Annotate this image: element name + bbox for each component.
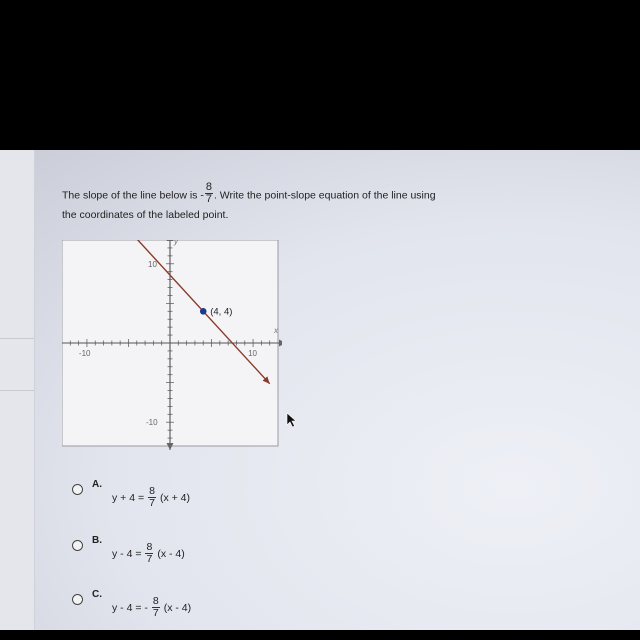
option-c-equation: [112, 596, 191, 619]
screen-area: [0, 150, 640, 630]
option-b-num: 8: [146, 541, 153, 553]
tick-label-x-10: 10: [248, 349, 257, 358]
option-a-den: 7: [149, 497, 155, 509]
tick-label-y-10: 10: [148, 259, 157, 269]
radio-option-b[interactable]: [72, 540, 83, 551]
question-line-2: the coordinates of the labeled point.: [62, 209, 229, 221]
labeled-point: [200, 308, 207, 315]
radio-option-a[interactable]: [72, 484, 83, 495]
left-panel: [0, 150, 35, 630]
question-line-1: [62, 181, 436, 207]
question-text-start: The slope of the line below is -: [62, 189, 204, 202]
y-axis-label: y: [174, 240, 178, 246]
option-c-fraction: [152, 596, 160, 619]
option-a-letter: A.: [92, 479, 102, 490]
option-b-equation: [112, 542, 185, 565]
option-c-lhs: y - 4 = -: [112, 601, 148, 614]
slope-fraction: [205, 182, 213, 205]
slope-denominator: 7: [205, 193, 212, 205]
option-a-num: 8: [149, 485, 155, 497]
panel-divider: [0, 390, 34, 391]
tick-label-x-neg10: -10: [78, 349, 91, 358]
x-axis-arrow-right: [279, 340, 282, 347]
panel-divider: [0, 338, 34, 339]
option-b-letter: B.: [92, 535, 102, 546]
point-label: (4, 4): [210, 306, 233, 318]
question-text-end: . Write the point-slope equation of the line using: [213, 189, 436, 202]
option-b-fraction: [145, 542, 153, 565]
coordinate-graph: [62, 240, 282, 450]
option-b-lhs: y - 4 =: [112, 547, 142, 560]
option-b-rhs: (x - 4): [157, 547, 185, 560]
option-c-rhs: (x - 4): [163, 601, 192, 614]
slope-numerator: 8: [205, 181, 212, 193]
option-c-den: 7: [152, 607, 159, 619]
option-a-fraction: [148, 486, 156, 509]
option-a-equation: [112, 486, 190, 509]
radio-option-c[interactable]: [72, 594, 83, 605]
option-c-letter: C.: [92, 589, 102, 600]
option-a-rhs: (x + 4): [159, 491, 191, 504]
tick-label-y-neg10: -10: [146, 418, 158, 428]
option-b-den: 7: [146, 553, 153, 565]
x-axis-label: x: [274, 326, 278, 335]
mouse-cursor-icon: [286, 412, 300, 428]
option-a-lhs: y + 4 =: [112, 491, 145, 504]
y-axis-arrow-top: [167, 240, 174, 241]
option-c-num: 8: [152, 595, 159, 607]
